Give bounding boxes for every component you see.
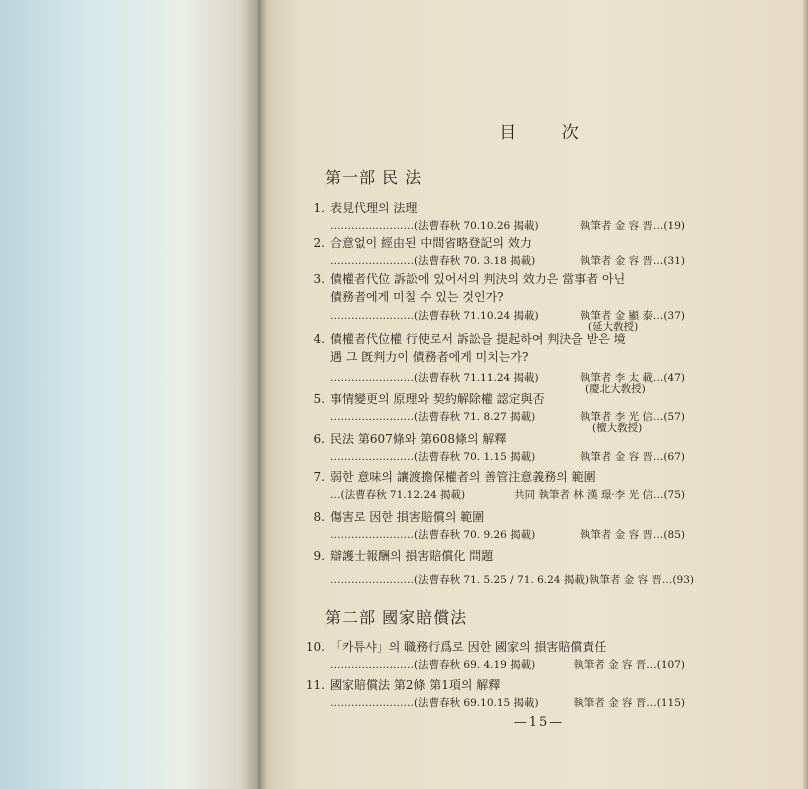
author-affiliation: (慶北大敎授) <box>585 383 646 395</box>
list-item: 4. 債權者代位權 行使로서 訴訟을 提起하여 判決을 받은 境 遇 그 旣判力이 債務者에게 미치는가? <box>313 332 626 364</box>
entry-reference: …(法曹春秋 71.12.24 揭載) 共同 執筆者 林 漢 璟·李 光 信…(75) <box>330 489 685 501</box>
author-affiliation: (檀大敎授) <box>592 422 643 434</box>
entry-reference: ……………………(法曹春秋 71. 8.27 揭載) 執筆者 李 光 信…(57) <box>330 411 685 423</box>
part-heading: 第二部 國家賠償法 <box>325 608 468 627</box>
list-item: 8. 傷害로 因한 損害賠償의 範圍 <box>313 510 485 524</box>
list-item: 10. 「카튜샤」의 職務行爲로 因한 國家의 損害賠償責任 <box>305 640 607 654</box>
list-item: 9. 辯護士報酬의 損害賠償化 問題 <box>313 549 494 563</box>
left-page <box>0 0 262 789</box>
list-item: 5. 事情變更의 原理와 契約解除權 認定與否 <box>313 392 545 406</box>
entry-reference: ……………………(法曹春秋 69. 4.19 揭載) 執筆者 金 容 晋…(107) <box>330 659 685 671</box>
list-item: 3. 債權者代位 訴訟에 있어서의 判決의 效力은 當事者 아닌 債務者에게 미칠 수 있는 것인가? <box>313 272 626 304</box>
entry-reference: ……………………(法曹春秋 70.10.26 揭載) 執筆者 金 容 晋…(19) <box>330 220 685 232</box>
author-affiliation: (延大敎授) <box>588 321 639 333</box>
entry-reference: ……………………(法曹春秋 70. 1.15 揭載) 執筆者 金 容 晋…(67) <box>330 451 685 463</box>
list-item: 6. 民法 第607條와 第608條의 解釋 <box>313 432 507 446</box>
toc-title: 目 次 <box>499 123 599 143</box>
list-item: 7. 弱한 意味의 讓渡擔保權者의 善管注意義務의 範圍 <box>313 470 596 484</box>
part-heading: 第一部 民 法 <box>325 168 423 187</box>
list-item: 11. 國家賠償法 第2條 第1項의 解釋 <box>305 678 501 692</box>
entry-reference: ……………………(法曹春秋 70. 9.26 揭載) 執筆者 金 容 晋…(85) <box>330 529 685 541</box>
entry-reference: ……………………(法曹春秋 71.11.24 揭載) 執筆者 李 太 載…(47) <box>330 372 685 384</box>
list-item: 2. 合意없이 經由된 中間省略登記의 效力 <box>313 236 532 250</box>
entry-reference: ……………………(法曹春秋 71. 5.25 / 71. 6.24 揭載) 執筆者 金 容 晋…(93) <box>330 574 694 586</box>
page-number: —15— <box>513 715 565 730</box>
entry-reference: ……………………(法曹春秋 71.10.24 揭載) 執筆者 金 顯 泰…(37) <box>330 310 685 322</box>
right-page <box>270 0 808 789</box>
entry-reference: ……………………(法曹春秋 70. 3.18 揭載) 執筆者 金 容 晋…(31) <box>330 255 685 267</box>
entry-reference: ……………………(法曹春秋 69.10.15 揭載) 執筆者 金 容 晋…(115) <box>330 697 685 709</box>
list-item: 1. 表見代理의 法理 <box>313 201 418 215</box>
